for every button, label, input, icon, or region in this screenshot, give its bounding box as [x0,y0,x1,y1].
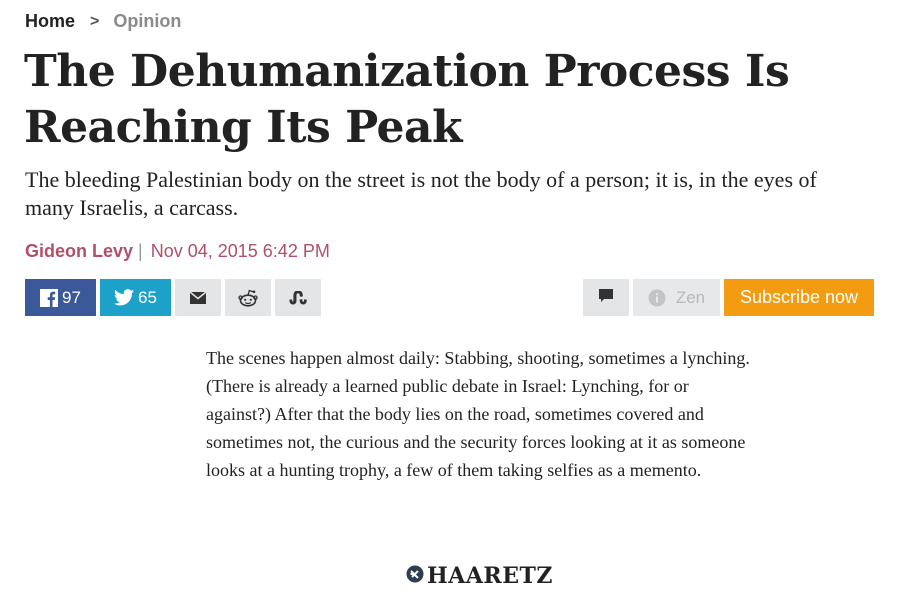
article-body: The scenes happen almost daily: Stabbing, shooting, sometimes a lynching. (There is already a learned public debate in Israel: Lynching, for or against?) After that the body lies on the road, sometimes covered and sometimes not, the curious and the security forces looking at it as someone looks at a hunting trophy, a few of them taking selfies as a memento. [206,348,750,480]
author-link[interactable]: Gideon Levy [25,241,134,261]
stumbleupon-icon [288,291,308,305]
email-share-button[interactable] [175,279,221,316]
subscribe-button[interactable]: Subscribe now [724,279,874,316]
email-icon [190,292,206,304]
facebook-share-count: 97 [62,287,81,307]
breadcrumb [25,11,181,32]
reddit-icon [238,289,258,307]
twitter-icon [114,289,134,306]
info-icon [648,289,666,307]
breadcrumb-opinion-link[interactable]: Opinion [113,11,182,31]
zen-mode-button[interactable] [633,279,720,316]
facebook-share-button[interactable] [25,279,96,316]
article-headline: The Dehumanization Process Is Reaching Its Peak [24,46,790,153]
byline [25,241,330,262]
byline-separator: | [138,241,143,261]
twitter-share-count: 65 [138,287,157,307]
breadcrumb-separator: > [90,12,100,30]
article-subhead: The bleeding Palestinian body on the street is not the body of a person; it is, in the eyes of many Israelis, a carcass. [25,167,817,220]
haaretz-logo-icon [406,565,424,588]
stumbleupon-share-button[interactable] [275,279,321,316]
facebook-icon [40,289,58,307]
share-bar [25,279,325,316]
reddit-share-button[interactable] [225,279,271,316]
twitter-share-button[interactable] [100,279,171,316]
breadcrumb-home-link[interactable]: Home [25,11,76,31]
haaretz-logo[interactable] [406,563,553,589]
publish-date: Nov 04, 2015 6:42 PM [150,241,330,261]
haaretz-logo-text: HAARETZ [427,563,553,589]
article-tools [583,279,874,316]
comment-icon [598,288,614,308]
comments-button[interactable] [583,279,629,316]
zen-label: Zen [675,287,706,307]
